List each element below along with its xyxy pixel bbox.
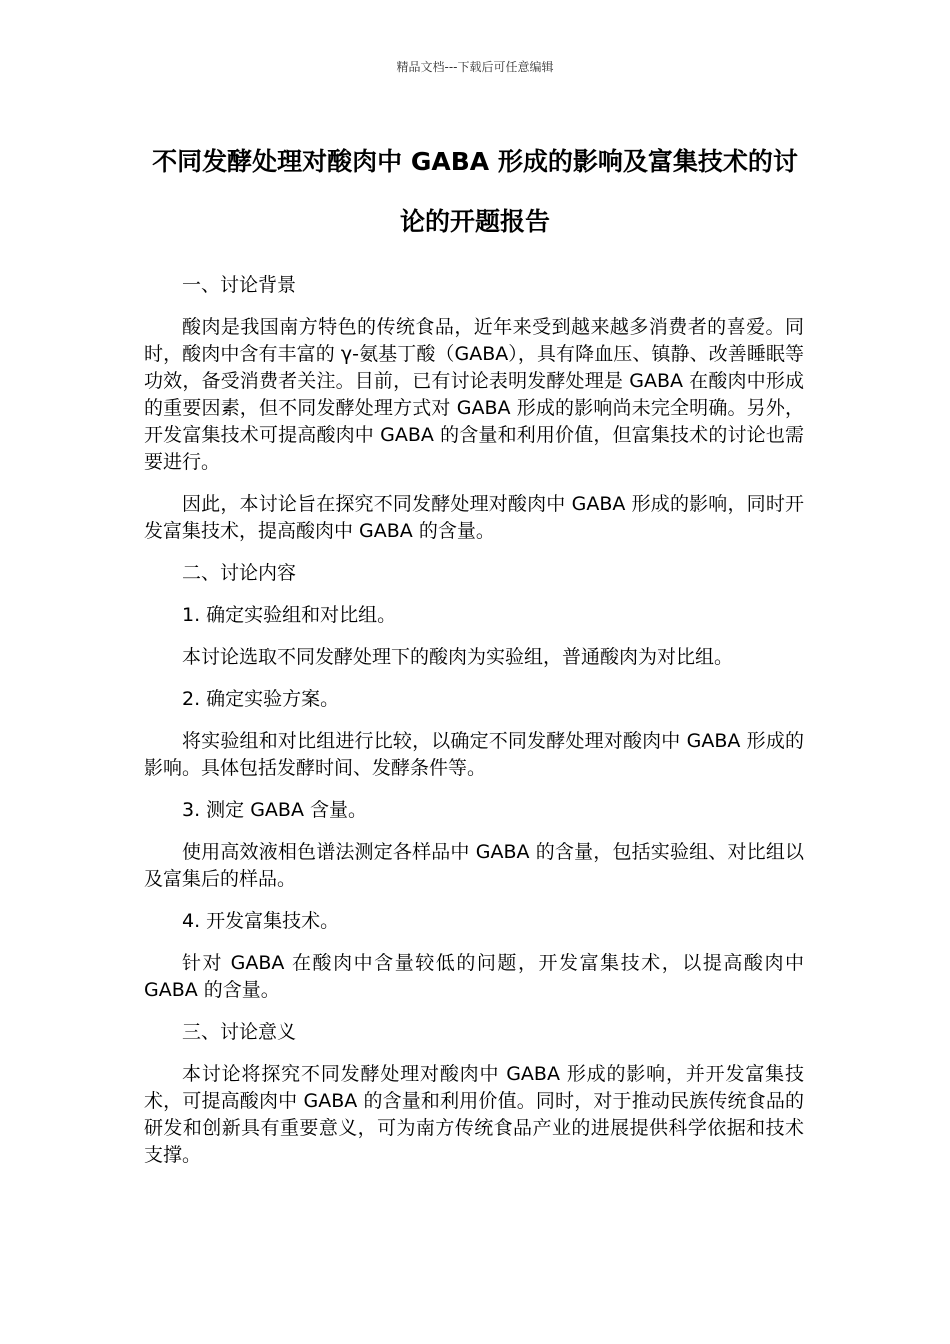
document-title: 不同发酵处理对酸肉中 GABA 形成的影响及富集技术的讨论的开题报告 (152, 147, 798, 236)
document-body (144, 272, 804, 1184)
item-label: 1. 确定实验组和对比组。 (182, 604, 397, 626)
item-text: 本讨论选取不同发酵处理下的酸肉为实验组，普通酸肉为对比组。 (182, 646, 734, 668)
item-text: 将实验组和对比组进行比较，以确定不同发酵处理对酸肉中 GABA 形成的影响。具体包括发酵时间、发酵条件等。 (144, 730, 804, 779)
paragraph: 本讨论将探究不同发酵处理对酸肉中 GABA 形成的影响，并开发富集技术，可提高酸肉中 GABA 的含量和利用价值。同时，对于推动民族传统食品的研发和创新具有重要意义，可为南方传统食品产业的进展提供科学依据和技术支撑。 (144, 1063, 804, 1166)
section-heading: 一、讨论背景 (182, 274, 297, 296)
section-content (144, 560, 804, 1004)
section-significance (144, 1019, 804, 1169)
section-background (144, 272, 804, 545)
section-heading: 三、讨论意义 (182, 1021, 297, 1043)
item-label: 3. 测定 GABA 含量。 (182, 799, 367, 821)
item-label: 2. 确定实验方案。 (182, 688, 340, 710)
item-label: 4. 开发富集技术。 (182, 910, 340, 932)
paragraph: 酸肉是我国南方特色的传统食品，近年来受到越来越多消费者的喜爱。同时，酸肉中含有丰富的 γ-氨基丁酸（GABA），具有降血压、镇静、改善睡眠等功效，备受消费者关注。目前，已有讨论表明发酵处理是 GABA 在酸肉中形成的重要因素，但不同发酵处理方式对 GABA 形成的影响尚未完全明确。另外，开发富集技术可提高酸肉中 GABA 的含量和利用价值，但富集技术的讨论也需要进行。 (144, 316, 804, 473)
paragraph: 因此，本讨论旨在探究不同发酵处理对酸肉中 GABA 形成的影响，同时开发富集技术，提高酸肉中 GABA 的含量。 (144, 493, 804, 542)
page-header-note: 精品文档---下载后可任意编辑 (396, 60, 554, 74)
item-text: 针对 GABA 在酸肉中含量较低的问题，开发富集技术，以提高酸肉中 GABA 的含量。 (144, 952, 804, 1001)
item-text: 使用高效液相色谱法测定各样品中 GABA 的含量，包括实验组、对比组以及富集后的样品。 (144, 841, 804, 890)
section-heading: 二、讨论内容 (182, 562, 297, 584)
